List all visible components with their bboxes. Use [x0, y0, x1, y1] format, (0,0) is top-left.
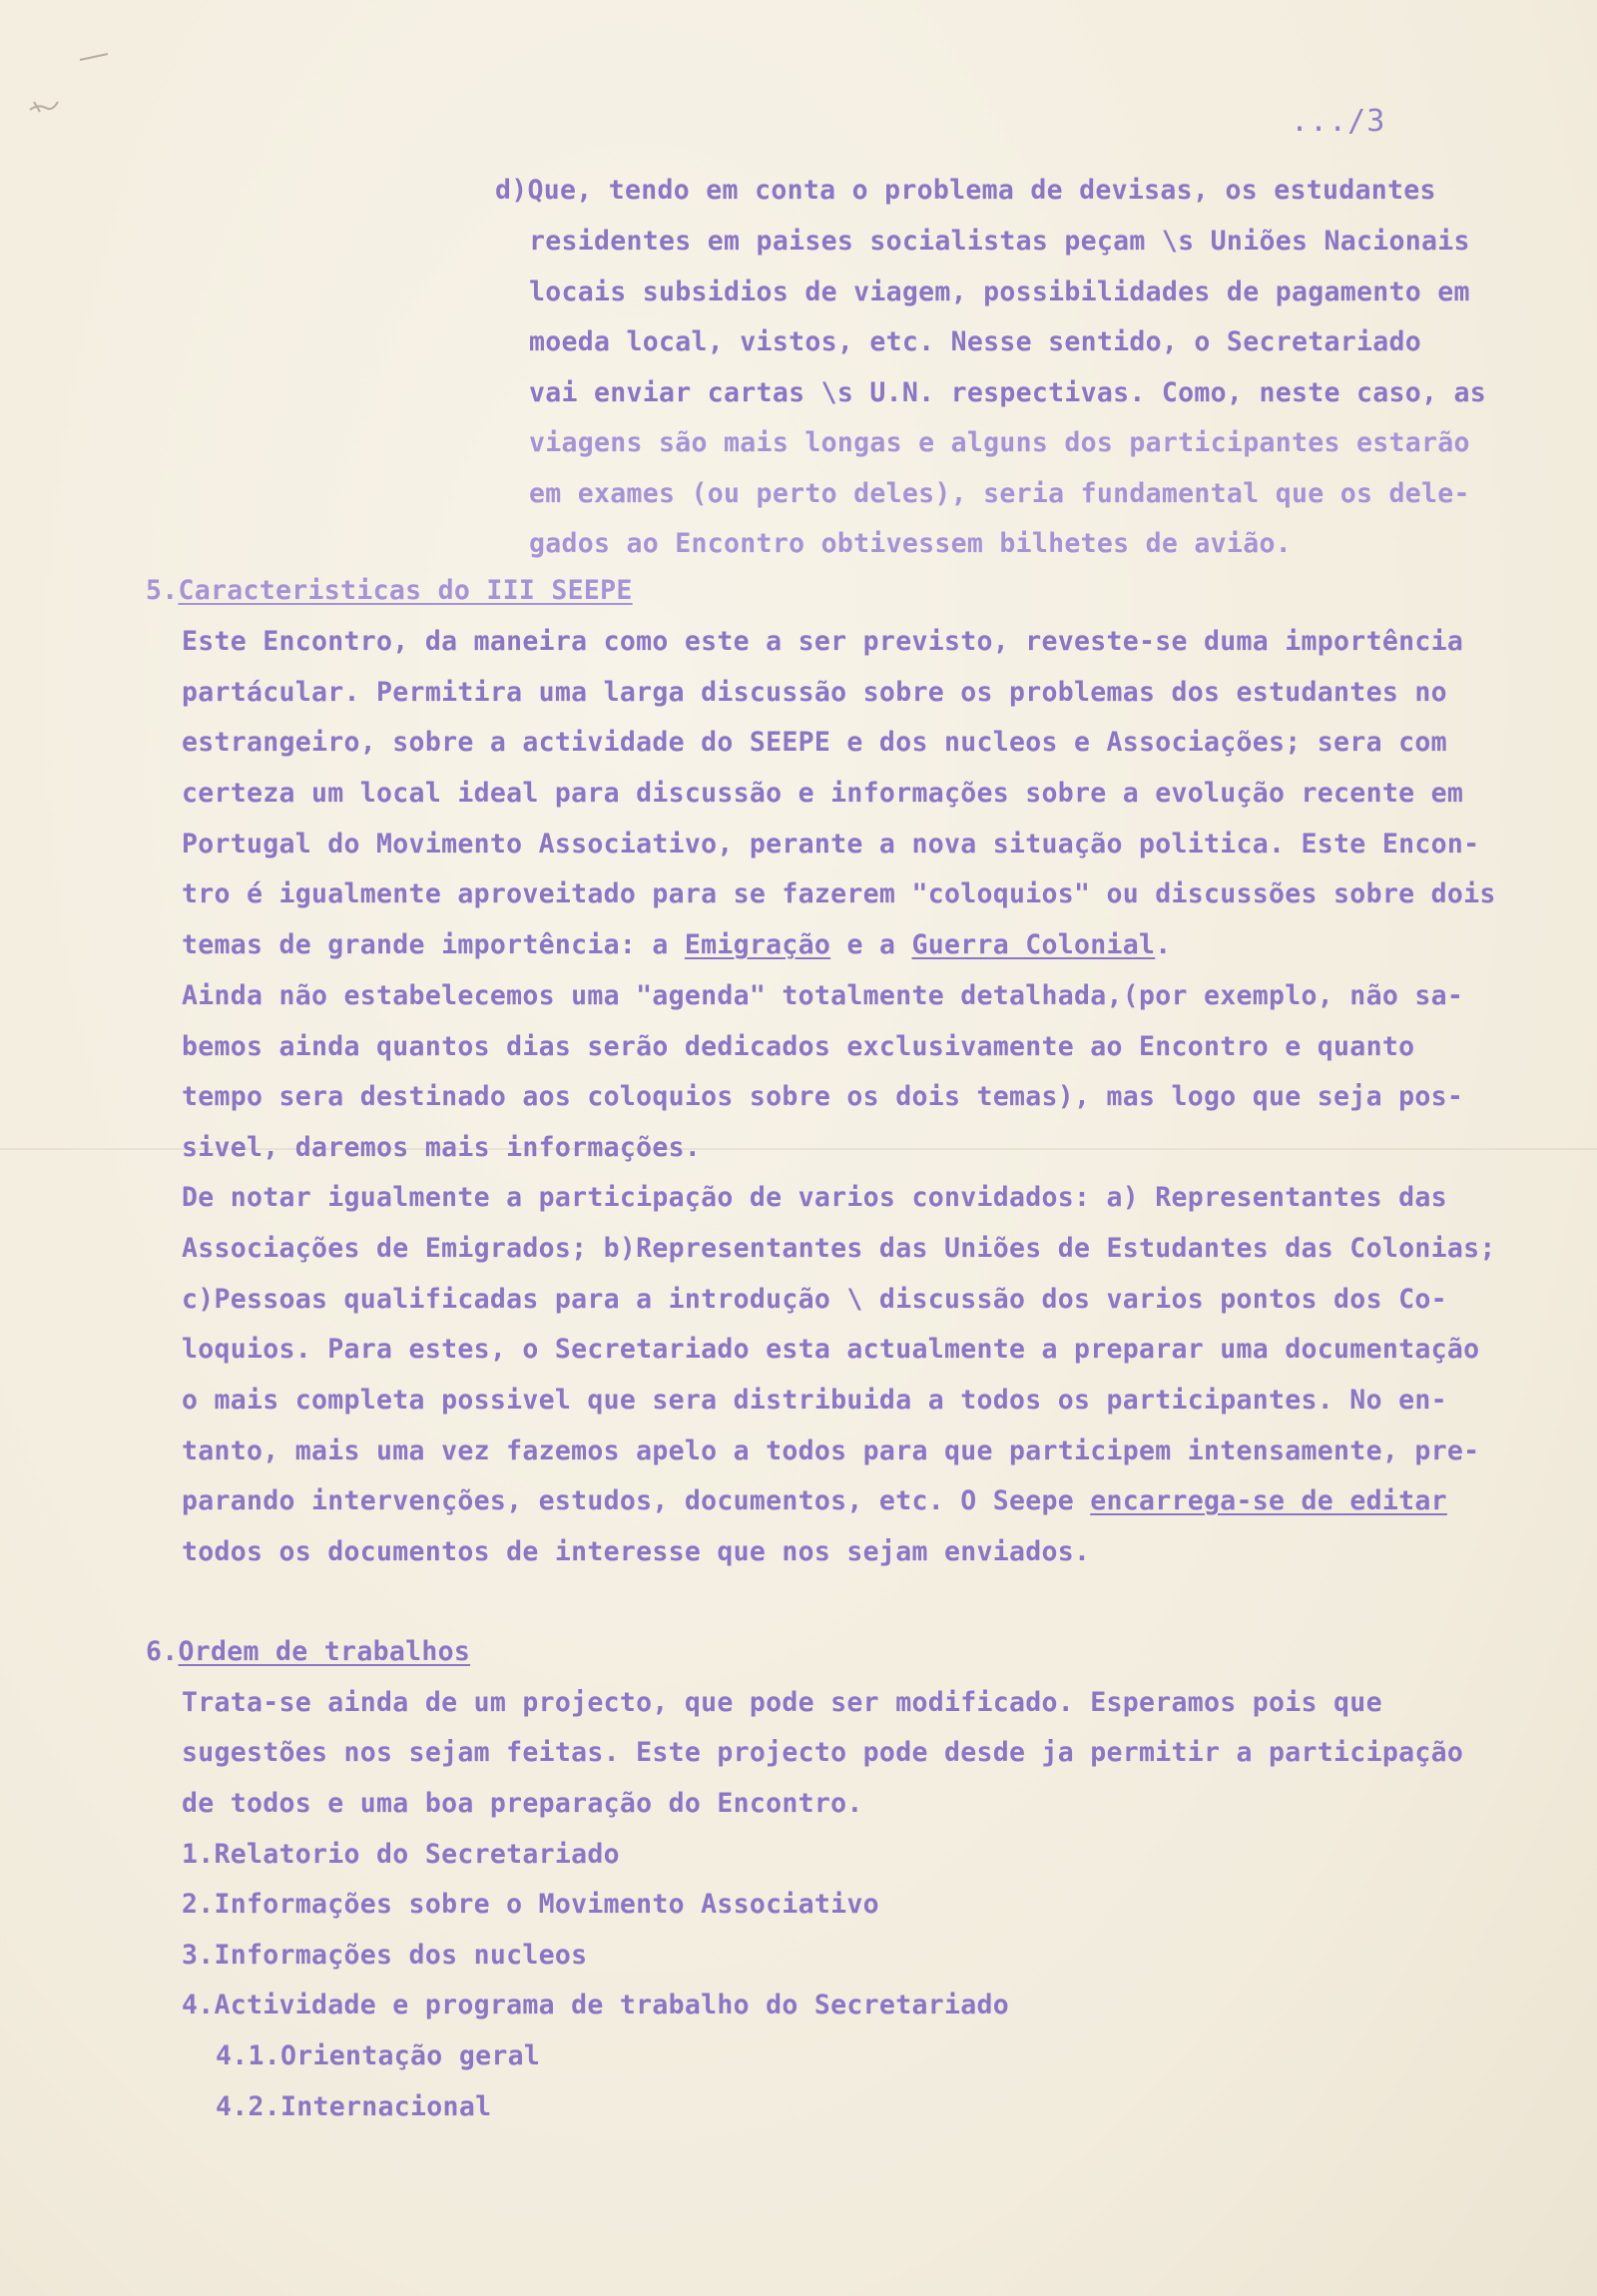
- underlined-guerra-colonial: Guerra Colonial: [911, 929, 1156, 960]
- section-5-paragraph-line: bemos ainda quantos dias serão dedicados exclusivamente ao Encontro e quanto: [182, 1031, 1415, 1062]
- section-5-paragraph-line: o mais completa possivel que sera distribuida a todos os participantes. No en-: [182, 1385, 1447, 1416]
- agenda-item: 4.Actividade e programa de trabalho do Secretariado: [182, 1990, 1009, 2020]
- section-5-paragraph-line: tempo sera destinado aos coloquios sobre os dois temas), mas logo que seja pos-: [182, 1081, 1464, 1112]
- text-fragment: .: [1155, 929, 1172, 960]
- section-5-paragraph-line: [182, 928, 1172, 962]
- section-5-paragraph-line: loquios. Para estes, o Secretariado esta actualmente a preparar uma documentação: [182, 1334, 1480, 1365]
- section-5-paragraph-line: todos os documentos de interesse que nos sejam enviados.: [182, 1536, 1091, 1567]
- section-6-heading: [146, 1635, 470, 1669]
- section-5-paragraph-line: c)Pessoas qualificadas para a introdução \ discussão dos varios pontos dos Co-: [182, 1284, 1447, 1315]
- item-d-line: vai enviar cartas \s U.N. respectivas. Como, neste caso, as: [529, 377, 1487, 408]
- agenda-item: 3.Informações dos nucleos: [182, 1940, 588, 1971]
- text-fragment: e a: [830, 929, 912, 960]
- underlined-editar: encarrega-se de editar: [1090, 1485, 1447, 1516]
- section-5-number: 5.: [146, 575, 179, 606]
- section-5-paragraph-line: certeza um local ideal para discussão e informações sobre a evolução recente em: [182, 778, 1464, 809]
- section-5-paragraph-line: [182, 1484, 1447, 1518]
- section-5-paragraph-line: partácular. Permitira uma larga discussão sobre os problemas dos estudantes no: [182, 677, 1447, 708]
- section-5-paragraph-line: tro é igualmente aproveitado para se fazerem "coloquios" ou discussões sobre dois: [182, 878, 1496, 909]
- item-d-line: viagens são mais longas e alguns dos participantes estarão: [529, 427, 1470, 458]
- agenda-item: 1.Relatorio do Secretariado: [182, 1839, 620, 1870]
- section-5-title: Caracteristicas do III SEEPE: [178, 575, 633, 606]
- text-fragment: parando intervenções, estudos, documentos, etc. O Seepe: [182, 1485, 1091, 1516]
- section-5-paragraph-line: Ainda não estabelecemos uma "agenda" totalmente detalhada,(por exemplo, não sa-: [182, 980, 1464, 1011]
- item-d-line: gados ao Encontro obtivessem bilhetes de avião.: [529, 528, 1292, 559]
- agenda-subitem: 4.1.Orientação geral: [216, 2040, 541, 2071]
- section-5-paragraph-line: De notar igualmente a participação de varios convidados: a) Representantes das: [182, 1182, 1447, 1213]
- agenda-item: 2.Informações sobre o Movimento Associativo: [182, 1889, 879, 1920]
- section-5-paragraph-line: Portugal do Movimento Associativo, perante a nova situação politica. Este Encon-: [182, 829, 1480, 860]
- item-d-line: moeda local, vistos, etc. Nesse sentido, o Secretariado: [529, 326, 1421, 357]
- section-5-paragraph-line: sivel, daremos mais informações.: [182, 1132, 702, 1163]
- section-6-paragraph-line: de todos e uma boa preparação do Encontro.: [182, 1788, 863, 1819]
- section-6-paragraph-line: sugestões nos sejam feitas. Este projecto pode desde ja permitir a participação: [182, 1737, 1464, 1768]
- underlined-emigracao: Emigração: [684, 929, 831, 960]
- section-5-paragraph-line: Este Encontro, da maneira como este a ser previsto, reveste-se duma importência: [182, 626, 1464, 657]
- page-number: .../3: [1291, 104, 1386, 139]
- section-6-number: 6.: [146, 1636, 179, 1667]
- text-fragment: temas de grande importência: a: [182, 929, 685, 960]
- section-6-paragraph-line: Trata-se ainda de um projecto, que pode ser modificado. Esperamos pois que: [182, 1687, 1382, 1718]
- section-5-heading: [146, 574, 633, 608]
- section-5-paragraph-line: estrangeiro, sobre a actividade do SEEPE e dos nucleos e Associações; sera com: [182, 727, 1447, 758]
- item-d-line: residentes em paises socialistas peçam \s Uniões Nacionais: [529, 226, 1470, 257]
- section-5-paragraph-line: tanto, mais uma vez fazemos apelo a todos para que participem intensamente, pre-: [182, 1435, 1480, 1466]
- section-5-paragraph-line: Associações de Emigrados; b)Representantes das Uniões de Estudantes das Colonias;: [182, 1233, 1496, 1264]
- agenda-subitem: 4.2.Internacional: [216, 2091, 492, 2122]
- item-d-line: locais subsidios de viagem, possibilidades de pagamento em: [529, 277, 1470, 307]
- item-d-line: em exames (ou perto deles), seria fundamental que os dele-: [529, 478, 1470, 509]
- pen-mark-icon: [20, 40, 110, 130]
- item-d-line: d)Que, tendo em conta o problema de devisas, os estudantes: [495, 175, 1436, 206]
- section-6-title: Ordem de trabalhos: [178, 1636, 471, 1667]
